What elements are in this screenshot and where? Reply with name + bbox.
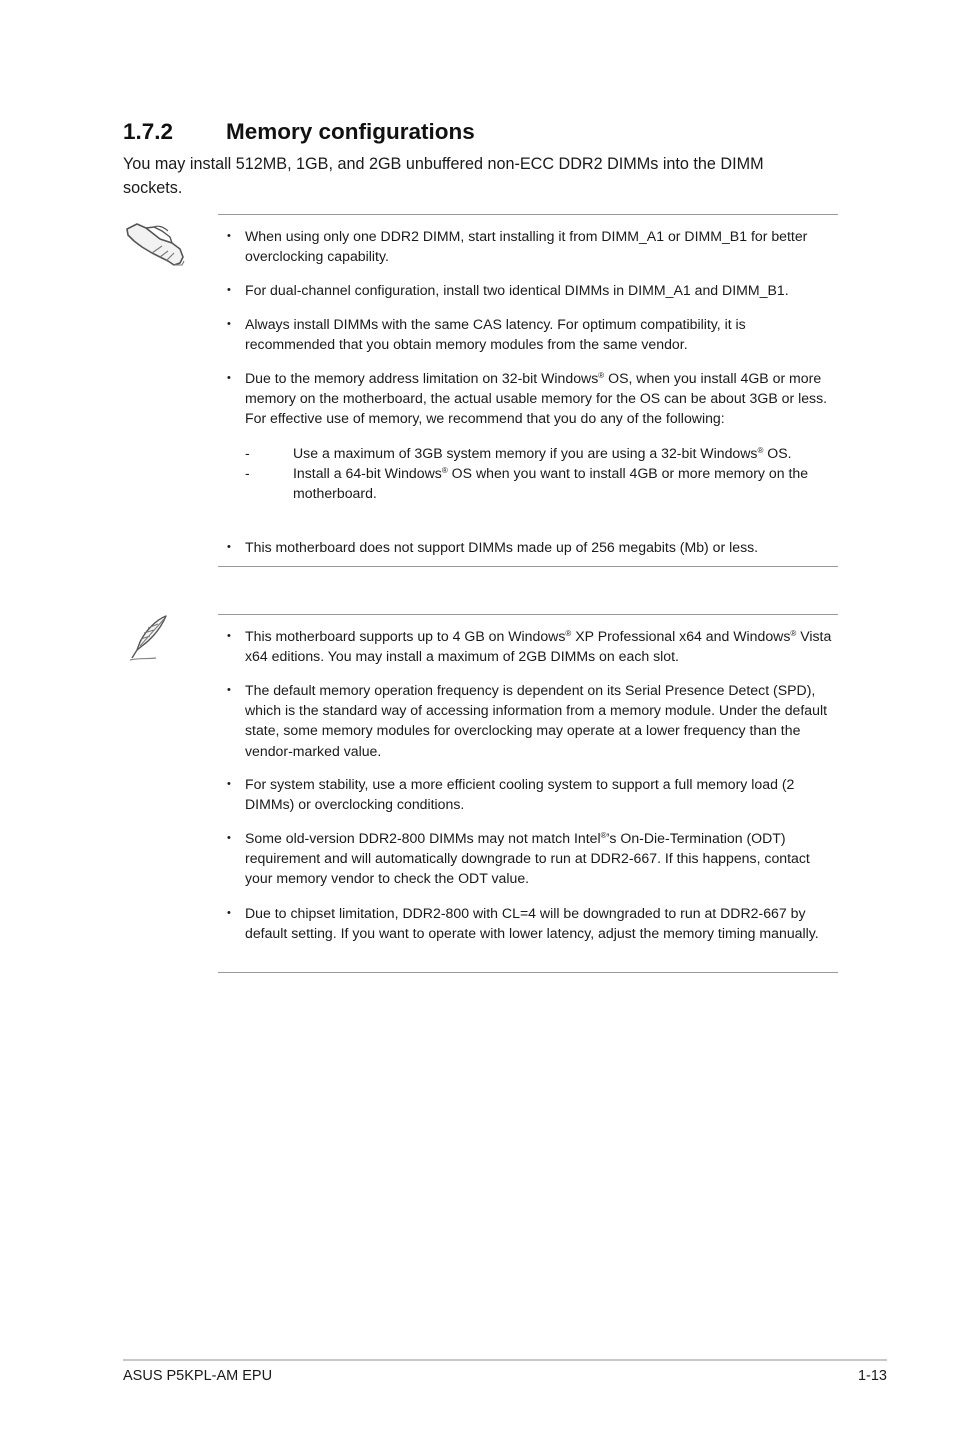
list-item: • When using only one DDR2 DIMM, start installing it from DIMM_A1 or DIMM_B1 for better overclocking capability. (245, 226, 837, 266)
list-item: • This motherboard supports up to 4 GB on Windows® XP Professional x64 and Windows® Vista x64 editions. You may install a maximum of 2GB DIMMs on each slot. (245, 626, 837, 666)
section-title: Memory configurations (226, 119, 475, 144)
list-item: • Due to the memory address limitation on 32-bit Windows® OS, when you install 4GB or more memory on the motherboard, the actual usable memory for the OS can be about 3GB or less. For effective use of memory, we recommend that you do any of the following: - Use a maximum of 3GB system memory if you are using a 32-bit Windows® OS. - Install a 64-bit Windows® OS when you want to install 4GB or more memory on the motherboard. (245, 368, 837, 503)
section-number: 1.7.2 (123, 119, 174, 144)
note-box (218, 614, 838, 973)
hand-icon (124, 219, 186, 267)
footer-product: ASUS P5KPL-AM EPU (123, 1368, 273, 1384)
list-item: • The default memory operation frequency is dependent on its Serial Presence Detect (SPD), which is the standard way of accessing information from a memory module. Under the default state, some memory modules for overclocking may operate at a lower frequency than the vendor-marked value. (245, 680, 837, 761)
list-item: • This motherboard does not support DIMMs made up of 256 megabits (Mb) or less. (245, 537, 837, 557)
list-item: • Due to chipset limitation, DDR2-800 with CL=4 will be downgraded to run at DDR2-667 by default setting. If you want to operate with lower latency, adjust the memory timing manually. (245, 903, 837, 943)
list-item: • For system stability, use a more efficient cooling system to support a full memory load (2 DIMMs) or overclocking conditions. (245, 774, 837, 814)
intro-paragraph: You may install 512MB, 1GB, and 2GB unbuffered non-ECC DDR2 DIMMs into the DIMM sockets. (123, 155, 764, 197)
sub-list-item: - Use a maximum of 3GB system memory if you are using a 32-bit Windows® OS. (245, 443, 837, 463)
section-heading (123, 119, 475, 145)
sub-list (245, 443, 837, 504)
list-item: • Some old-version DDR2-800 DIMMs may not match Intel®’s On-Die-Termination (ODT) requirement and will automatically downgrade to run at DDR2-667. If this happens, contact your memory vendor to check the ODT value. (245, 828, 837, 889)
sub-list-item: - Install a 64-bit Windows® OS when you want to install 4GB or more memory on the motherboard. (245, 463, 837, 503)
pen-icon (128, 614, 170, 662)
footer-divider (123, 1359, 887, 1361)
page-number: 1-13 (857, 1368, 887, 1384)
list-item: • Always install DIMMs with the same CAS latency. For optimum compatibility, it is recommended that you obtain memory modules from the same vendor. (245, 314, 837, 354)
important-box (218, 214, 838, 567)
list-item: • For dual-channel configuration, install two identical DIMMs in DIMM_A1 and DIMM_B1. (245, 280, 837, 300)
